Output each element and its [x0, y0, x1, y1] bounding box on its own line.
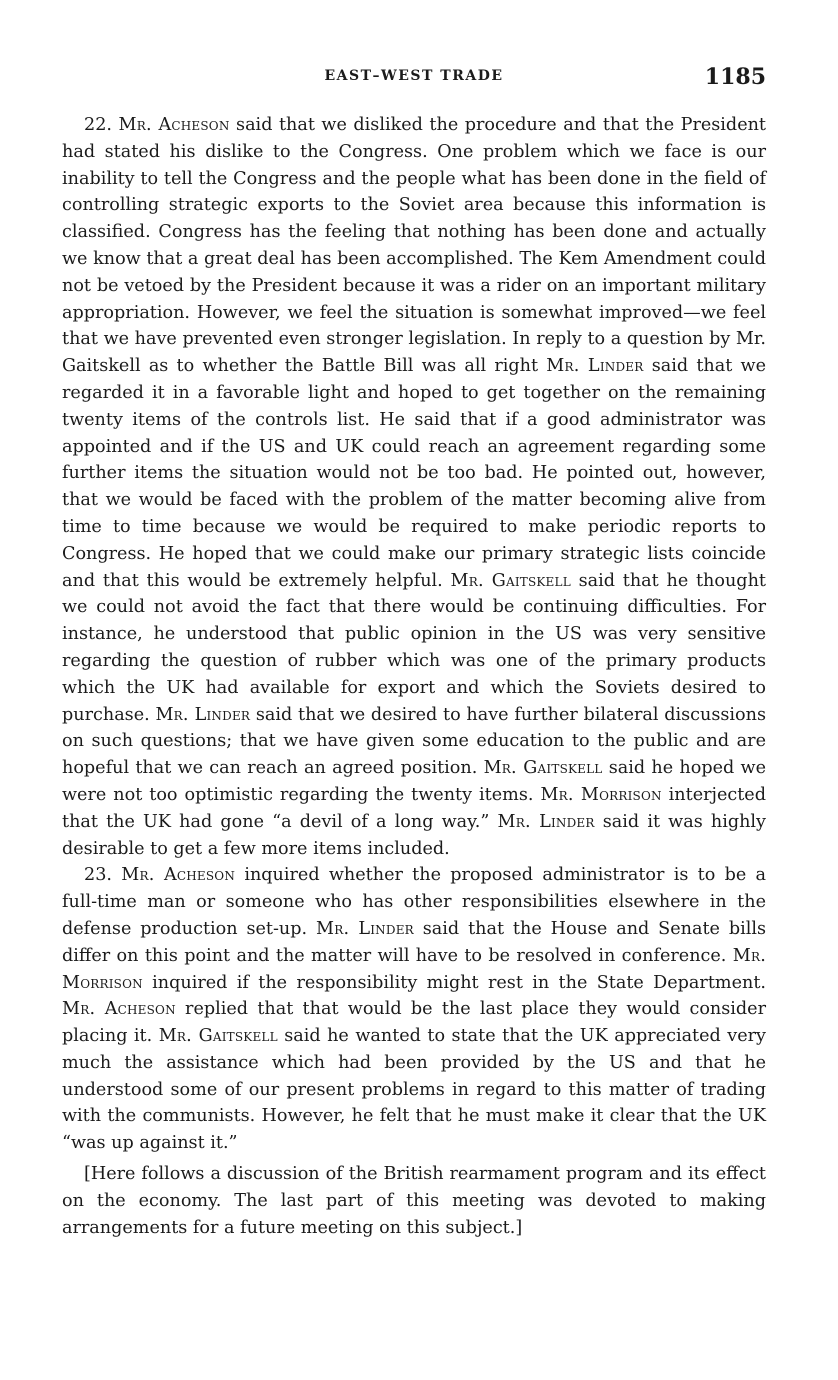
- editorial-note: [62, 1161, 766, 1241]
- text-segment: said that he thought we could not avoid the fact that there would be continuing difficulties. For instance, he understood that public opinion in the US was very sensitive regarding the question of rubber which was one of the primary products which the UK had available for export and which the Soviets desired to purchase.: [62, 570, 766, 725]
- speaker-name: Mr. Acheson: [121, 865, 236, 886]
- speaker-name: Mr. Gaitskell: [483, 758, 603, 779]
- text-segment: said that we desired to have further bilateral discussions on such questions; that we have given some education to the public and are hopeful that we can reach an agreed position.: [62, 704, 766, 779]
- text-segment: said that the House and Senate bills differ on this point and the matter will have to be resolved in conference.: [62, 918, 767, 966]
- text-segment: inquired if the responsibility might rest in the State Department.: [142, 972, 766, 993]
- speaker-name: Mr. Linder: [155, 704, 251, 725]
- body-text: [62, 112, 766, 1241]
- text-segment: interjected that the UK had gone “a devil of a long way.”: [62, 784, 766, 832]
- speaker-name: Mr. Gaitskell: [450, 570, 571, 591]
- paragraph-22: [62, 112, 766, 862]
- text-segment: 23.: [84, 865, 122, 886]
- text-segment: [Here follows a discussion of the British rearmament program and its effect on the economy. The last part of this meeting was devoted to making arrangements for a future meeting on this subject.]: [62, 1164, 766, 1238]
- text-segment: said that we regarded it in a favorable light and hoped to get together on the remaining twenty items of the controls list. He said that if a good administrator was appointed and if the US and UK could reach an agreement regarding some further items the situation would not be too bad. He pointed out, however, that we would be faced with the problem of the matter becoming alive from time to time because we would be required to make periodic reports to Congress. He hoped that we could make our primary strategic lists coincide and that this would be extremely helpful.: [62, 356, 766, 591]
- text-segment: said it was highly desirable to get a few more items included.: [62, 811, 766, 859]
- speaker-name: Mr. Linder: [316, 918, 414, 939]
- speaker-name: Mr. Acheson: [118, 115, 230, 135]
- speaker-name: Mr. Morrison: [540, 784, 662, 805]
- running-head: [62, 64, 766, 94]
- paragraph-23: [62, 862, 766, 1157]
- speaker-name: Mr. Linder: [546, 356, 644, 377]
- text-segment: said he wanted to state that the UK appreciated very much the assistance which had been provided by the US and that he understood some of our present problems in regard to this matter of trading with the communists. However, he felt that he must make it clear that the UK “was up against it.”: [62, 1026, 766, 1154]
- speaker-name: Mr. Linder: [497, 811, 595, 832]
- text-segment: 22.: [84, 115, 119, 135]
- speaker-name: Mr. Morrison: [62, 945, 766, 993]
- text-segment: said that we disliked the procedure and that the President had stated his dislike to the Congress. One problem which we face is our inability to tell the Congress and the people what has been done in the field of controlling strategic exports to the Soviet area because this information is classified. Congress has the feeling that nothing has been done and actually we know that a great deal has been accomplished. The Kem Amendment could not be vetoed by the President because it was a rider on an important military appropriation. However, we feel the situation is somewhat improved—we feel that we have prevented even stronger legislation. In reply to a question by Mr. Gaitskell as to whether the Battle Bill was all right: [62, 115, 767, 377]
- text-segment: inquired whether the proposed administrator is to be a full-time man or someone who has other responsibilities elsewhere in the defense production set-up.: [62, 865, 767, 939]
- page-number: 1185: [704, 64, 766, 90]
- speaker-name: Mr. Acheson: [62, 999, 176, 1020]
- text-segment: said he hoped we were not too optimistic regarding the twenty items.: [62, 758, 766, 805]
- speaker-name: Mr. Gaitskell: [158, 1026, 278, 1047]
- text-segment: replied that that would be the last place they would consider placing it.: [62, 999, 766, 1047]
- running-title: EAST–WEST TRADE: [324, 68, 504, 84]
